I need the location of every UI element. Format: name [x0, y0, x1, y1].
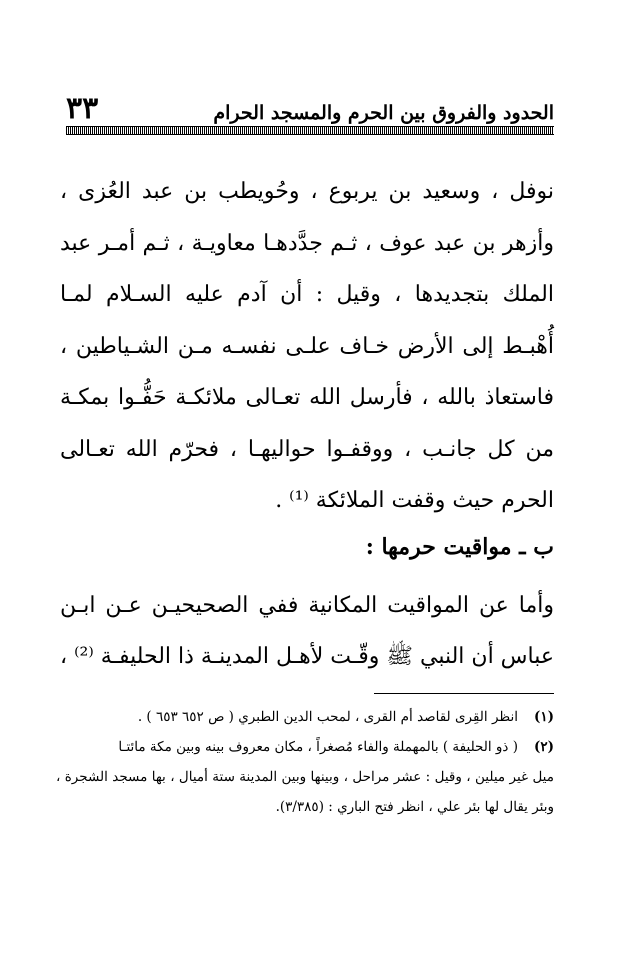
footnote-number: (١)	[533, 709, 554, 725]
paragraph-1: نوفل ، وسعيد بن يربوع ، وحُويطب بن عبد العُزى ، وأزهر بن عبد عوف ، ثـم جدَّدهـا معاويـة ، ثـم أمـر عبد الملك بتجديدها ، وقيل : أن آدم عليه السـلام لمـا أُهْبـط إلى الأرض خـاف علـى نفسـه مـن الشـياطين ، فاستعاذ بالله ، فأرسل الله تعـالى ملائكـة حَفُّـوا بمكـة من كل جانـب ، ووقفـوا حواليهـا ، فحرّم الله تعـالى الحرم حيث وقفت الملائكة ⁽¹⁾ .	[60, 179, 554, 513]
footnote-2-continuation: ميل غير ميلين ، وقيل : عشر مراحل ، وبينها وبين المدينة ستة أميال ، بها مسجد الشجرة ، وبئر يقال لها بئر علي ، انظر فتح الباري : (٣/٣٨٥).	[56, 769, 554, 815]
footnote-text: ( ذو الحليفة ) بالمهملة والفاء مُصغراً ، مكان معروف بينه وبين مكة مائتـا	[118, 739, 518, 755]
footnote-text: انظر القِرى لقاصد أم القرى ، لمحب الدين الطبري ( ص ٦٥٢ ٦٥٣ ) .	[137, 709, 518, 725]
footnotes	[56, 702, 554, 822]
header-rule	[66, 126, 554, 135]
paragraph-2: وأما عن المواقيت المكانية ففي الصحيحيـن عـن ابـن عباس أن النبي ﷺ وقّـت لأهـل المدينـة ذا الحليفـة ⁽²⁾ ،	[59, 593, 554, 669]
footnote-2	[56, 732, 554, 762]
section-heading: ب ـ مواقيت حرمها :	[365, 534, 554, 560]
running-header	[66, 84, 554, 124]
footnote-rule	[374, 693, 554, 694]
main-text	[60, 166, 554, 527]
page-number: ٣٣	[66, 91, 99, 126]
footnote-1	[56, 702, 554, 732]
main-text-2	[60, 580, 554, 682]
footnote-number: (٢)	[533, 739, 554, 755]
header-title: الحدود والفروق بين الحرم والمسجد الحرام	[213, 102, 554, 124]
